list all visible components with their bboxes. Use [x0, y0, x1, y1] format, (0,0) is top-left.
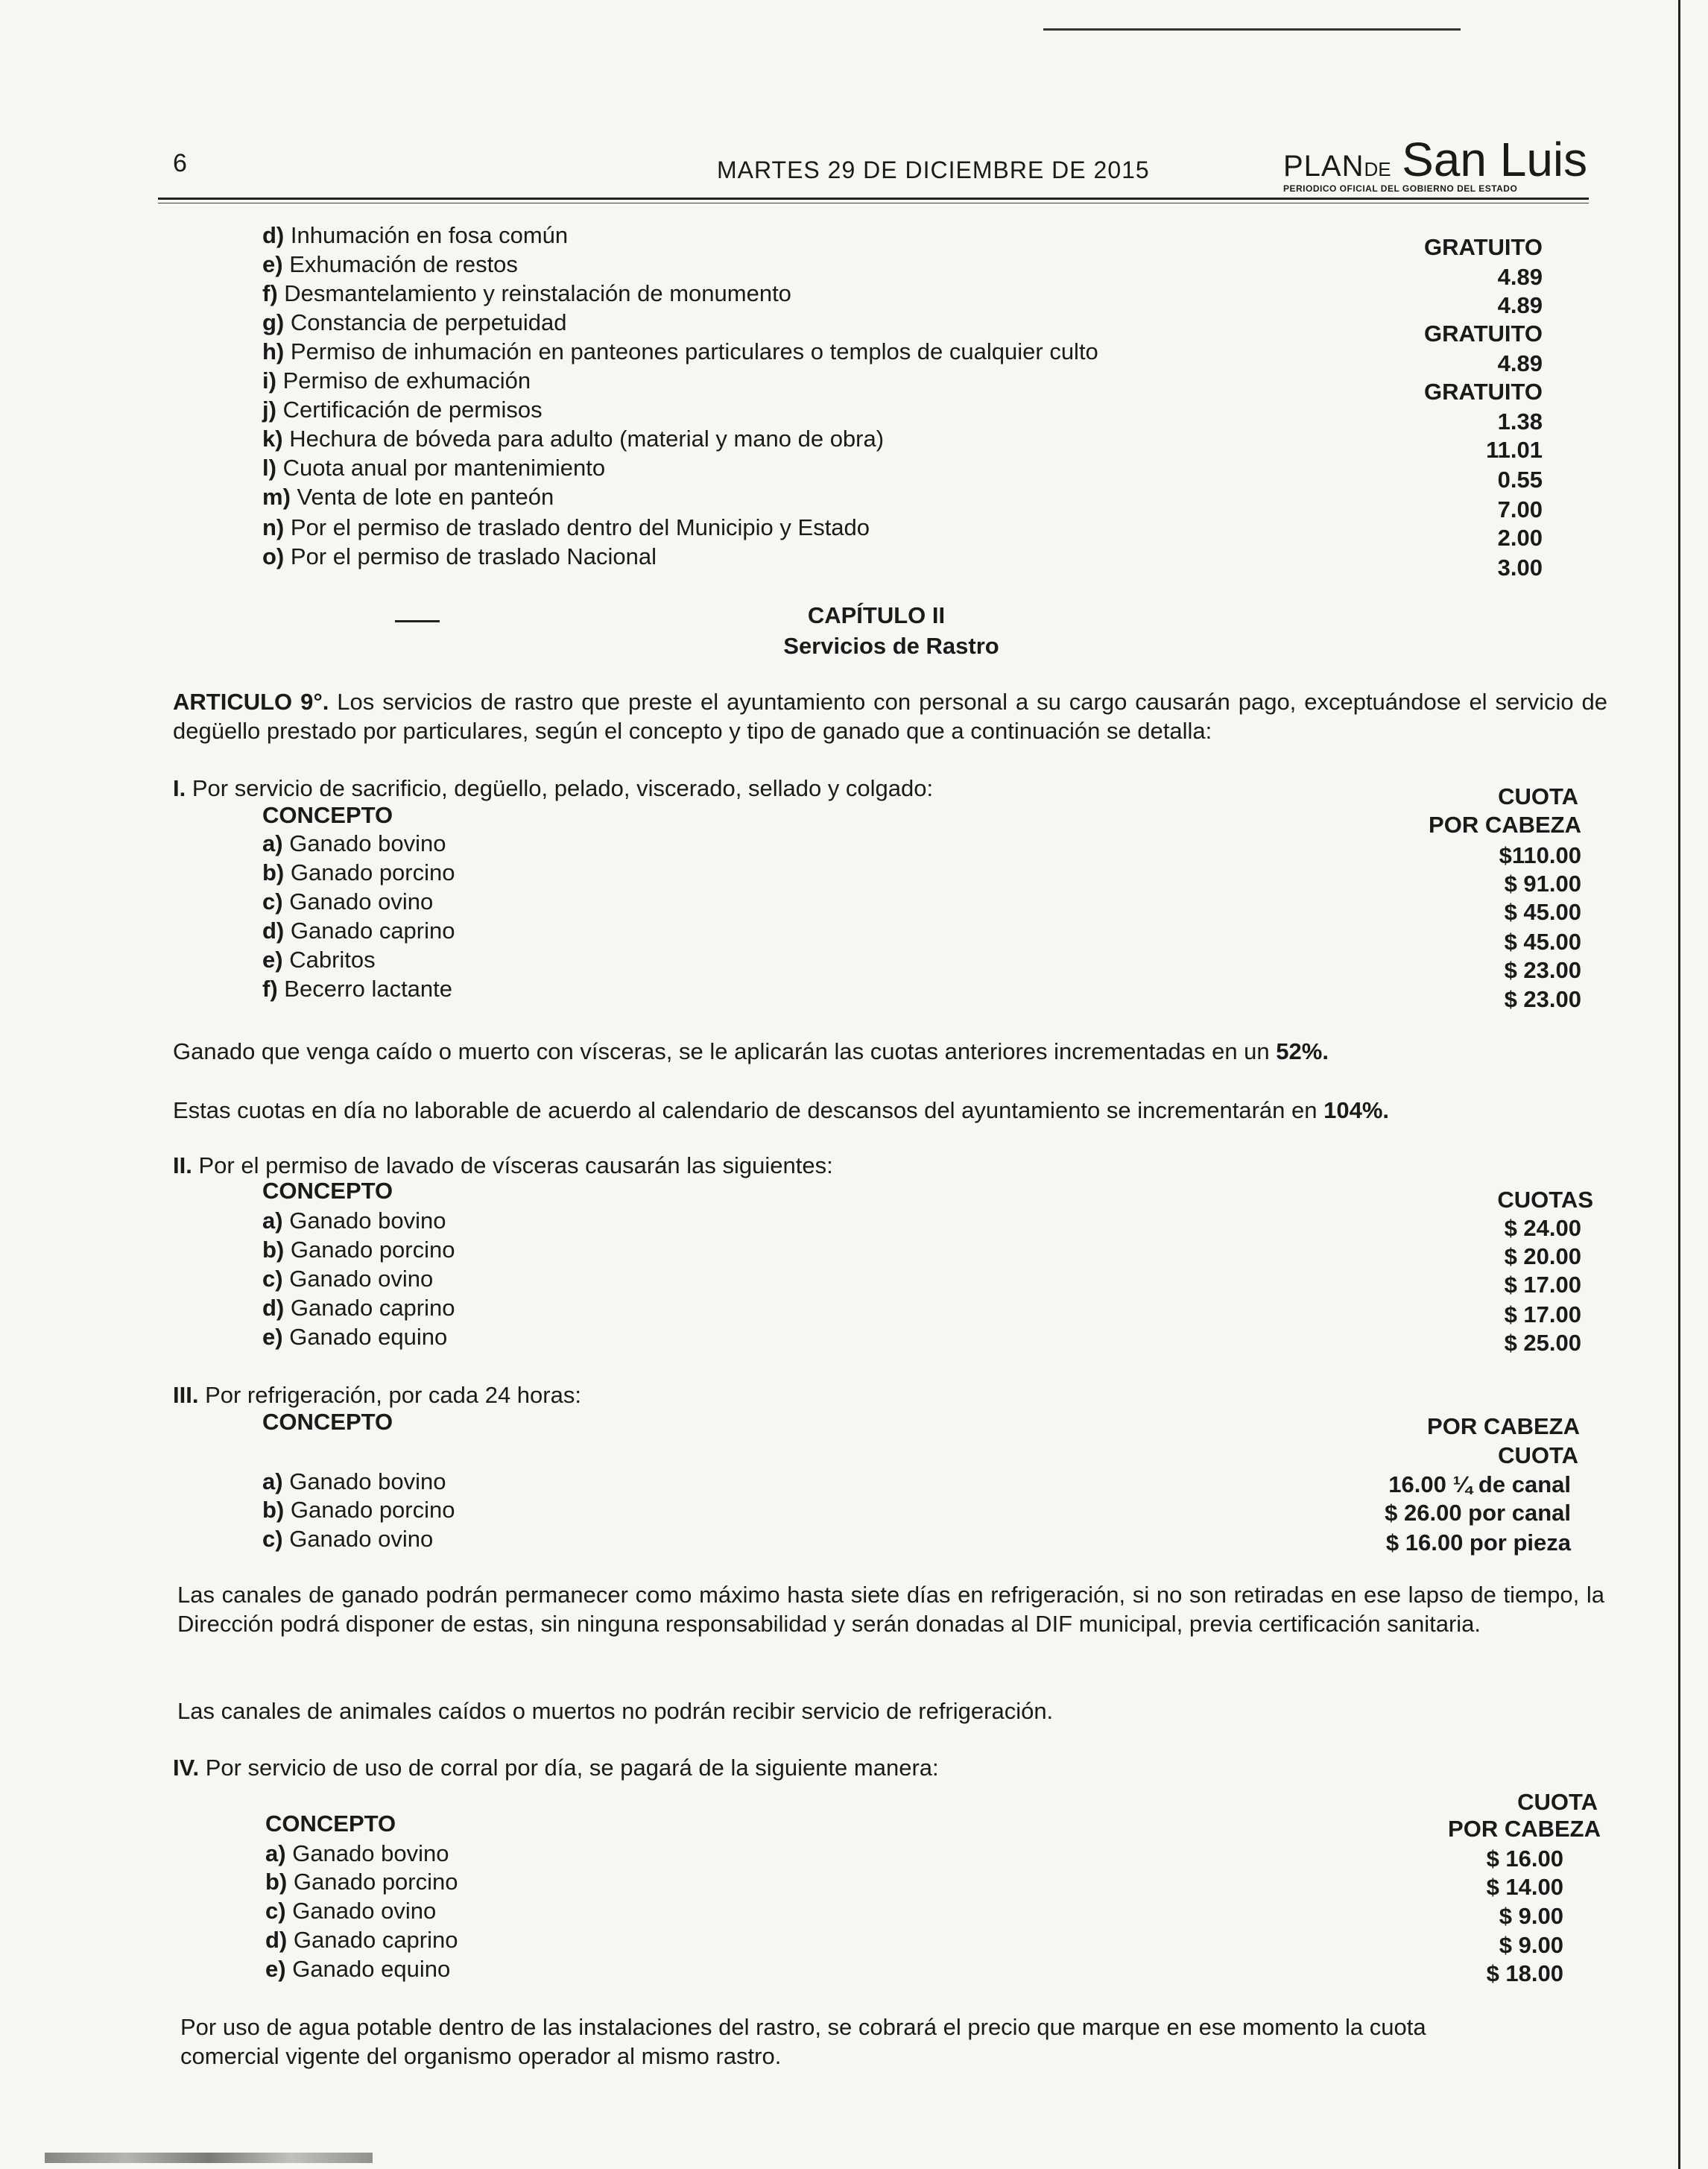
value-header-cuotas: CUOTAS: [1497, 1187, 1593, 1213]
item-value: 4.89: [1497, 264, 1543, 290]
list-item: [262, 919, 455, 942]
list-item: [265, 1899, 436, 1922]
section-intro-text: Por el permiso de lavado de vísceras causarán las siguientes:: [198, 1152, 833, 1178]
refrigeration-note: Las canales de animales caídos o muertos no podrán recibir servicio de refrigeración.: [177, 1698, 1054, 1724]
list-item: [262, 1325, 447, 1348]
list-item: [262, 1470, 446, 1493]
item-value: 2.00: [1497, 525, 1543, 551]
masthead-logo: [1283, 133, 1588, 186]
item-text: Ganado caprino: [290, 918, 455, 944]
list-item: [262, 1296, 455, 1319]
note-percent: 52%.: [1276, 1038, 1329, 1064]
list-item: [265, 1842, 449, 1865]
item-text: Ganado bovino: [289, 830, 446, 856]
list-item: [262, 948, 376, 971]
item-text: Ganado caprino: [290, 1295, 455, 1321]
item-text: Ganado bovino: [289, 1207, 446, 1234]
section-intro-text: Por refrigeración, por cada 24 horas:: [205, 1382, 581, 1408]
item-value: GRATUITO: [1423, 234, 1543, 260]
item-letter: o): [262, 543, 285, 569]
item-value: 4.89: [1497, 350, 1543, 376]
chapter-subtitle: Servicios de Rastro: [783, 633, 999, 659]
concept-header: CONCEPTO: [262, 1409, 393, 1435]
item-letter: f): [262, 280, 278, 306]
item-letter: g): [262, 309, 285, 335]
item-value: GRATUITO: [1423, 321, 1543, 347]
item-value: $ 9.00: [1499, 1903, 1563, 1929]
item-text: Ganado porcino: [290, 1497, 455, 1523]
item-value: $ 16.00 por pieza: [1385, 1529, 1571, 1556]
item-value: $ 25.00: [1504, 1330, 1581, 1356]
item-letter: c): [262, 1266, 283, 1292]
section-numeral: I.: [173, 775, 186, 801]
item-letter: d): [262, 222, 285, 248]
item-text: Hechura de bóveda para adulto (material y mano de obra): [289, 426, 885, 452]
masthead-subtitle: PERIODICO OFICIAL DEL GOBIERNO DEL ESTADO: [1283, 183, 1518, 194]
item-value: $ 17.00: [1504, 1272, 1581, 1298]
list-item: [262, 861, 455, 884]
item-value: GRATUITO: [1423, 379, 1543, 405]
list-item: [265, 1928, 458, 1951]
list-item: [265, 1957, 450, 1980]
item-letter: m): [262, 484, 291, 510]
list-item: [262, 398, 543, 421]
item-text: Ganado ovino: [289, 1266, 434, 1292]
concept-header: CONCEPTO: [262, 1178, 393, 1204]
list-item: [262, 282, 791, 305]
item-letter: l): [262, 455, 276, 481]
item-text: Ganado bovino: [289, 1468, 446, 1494]
section-intro-text: Por servicio de sacrificio, degüello, pelado, viscerado, sellado y colgado:: [192, 775, 934, 801]
item-letter: i): [262, 367, 276, 394]
item-letter: h): [262, 338, 285, 364]
item-text: Permiso de exhumación: [282, 367, 531, 394]
item-text: Becerro lactante: [284, 976, 453, 1002]
page-edge-line: [1678, 0, 1680, 2169]
list-item: [262, 224, 568, 247]
note-text: Ganado que venga caído o muerto con vísceras, se le aplicarán las cuotas anteriores incrementadas en un: [173, 1038, 1270, 1064]
item-text: Por el permiso de traslado Nacional: [290, 543, 657, 569]
item-text: Cuota anual por mantenimiento: [282, 455, 606, 481]
section3-intro: [173, 1383, 581, 1406]
masthead-de: DE: [1364, 158, 1391, 180]
decorative-dash: [395, 620, 440, 622]
item-letter: j): [262, 397, 276, 423]
item-text: Ganado porcino: [290, 1237, 455, 1263]
list-item: [262, 1209, 446, 1232]
item-value: 3.00: [1497, 555, 1543, 581]
section-numeral: II.: [173, 1152, 192, 1178]
item-text: Ganado porcino: [293, 1869, 458, 1895]
item-letter: e): [262, 947, 283, 973]
item-value: 7.00: [1497, 496, 1543, 522]
list-item: [262, 485, 554, 508]
list-item: [262, 369, 531, 392]
article-text: Los servicios de rastro que preste el ayuntamiento con personal a su cargo causarán pago, exceptuándose el servicio de degüello prestado por particulares, según el concepto y tipo de ganado que a continuación se detalla:: [173, 689, 1607, 744]
publication-date: MARTES 29 DE DICIEMBRE DE 2015: [717, 157, 1150, 183]
chapter-title: CAPÍTULO II: [807, 602, 946, 628]
item-value: $ 91.00: [1504, 871, 1581, 897]
article-label: ARTICULO 9°.: [173, 689, 329, 715]
item-value: $110.00: [1499, 842, 1581, 868]
list-item: [262, 1238, 455, 1261]
item-text: Ganado equino: [289, 1324, 448, 1350]
list-item: [262, 516, 870, 539]
item-letter: a): [262, 1468, 283, 1494]
list-item: [262, 427, 884, 450]
section-numeral: III.: [173, 1382, 199, 1408]
item-text: Ganado ovino: [289, 888, 434, 915]
item-text: Ganado porcino: [290, 859, 455, 885]
list-item: [262, 545, 657, 568]
item-letter: d): [262, 1295, 285, 1321]
item-text: Desmantelamiento y reinstalación de monumento: [284, 280, 791, 306]
item-value: 4.89: [1497, 292, 1543, 318]
item-letter: f): [262, 976, 278, 1002]
item-letter: e): [262, 1324, 283, 1350]
list-item: [262, 311, 566, 334]
value-header-cuota: CUOTA: [1498, 1442, 1578, 1468]
item-value: $ 26.00 por canal: [1385, 1500, 1571, 1526]
item-letter: b): [262, 859, 285, 885]
item-value: $ 23.00: [1504, 986, 1581, 1012]
item-letter: c): [262, 888, 283, 915]
item-value: $ 14.00: [1486, 1874, 1563, 1900]
item-text: Por el permiso de traslado dentro del Municipio y Estado: [290, 514, 870, 540]
section1-note-incremento: [173, 1040, 1329, 1063]
masthead-plan: PLAN: [1283, 150, 1364, 183]
item-value: $ 23.00: [1504, 957, 1581, 983]
scan-edge-artifact: [45, 2153, 373, 2163]
item-value: $ 18.00: [1486, 1960, 1563, 1986]
list-item: [262, 1527, 433, 1550]
item-value: 0.55: [1497, 467, 1543, 493]
item-letter: b): [262, 1237, 285, 1263]
list-item: [262, 1498, 455, 1521]
item-letter: a): [262, 830, 283, 856]
item-value: $ 45.00: [1504, 899, 1581, 925]
list-item: [262, 456, 605, 479]
item-value: 16.00 ¼ de canal: [1388, 1471, 1571, 1497]
item-letter: a): [265, 1840, 286, 1866]
section4-intro: [173, 1756, 939, 1779]
item-letter: c): [265, 1898, 286, 1924]
list-item: [262, 1267, 433, 1290]
refrigeration-paragraph: Las canales de ganado podrán permanecer como máximo hasta siete días en refrigeración, si no son retiradas en ese lapso de tiempo, la Dirección podrá disponer de estas, sin ninguna responsabilidad y serán donadas al DIF municipal, previa certificación sanitaria.: [177, 1582, 1604, 1637]
section-intro-text: Por servicio de uso de corral por día, se pagará de la siguiente manera:: [205, 1755, 939, 1781]
page-number: 6: [173, 149, 187, 177]
item-letter: a): [262, 1207, 283, 1234]
section1-note-dia-no-laborable: [173, 1099, 1389, 1122]
item-text: Exhumación de restos: [289, 251, 518, 277]
item-letter: d): [262, 918, 285, 944]
value-header-cuota: CUOTA: [1517, 1789, 1598, 1815]
note-text: Estas cuotas en día no laborable de acuerdo al calendario de descansos del ayuntamiento se incrementarán en: [173, 1097, 1318, 1123]
item-letter: e): [262, 251, 283, 277]
section2-intro: [173, 1154, 833, 1177]
item-text: Ganado caprino: [293, 1927, 458, 1953]
item-value: 1.38: [1497, 408, 1543, 435]
list-item: [265, 1870, 458, 1893]
list-item: [262, 977, 452, 1000]
section-numeral: IV.: [173, 1755, 200, 1781]
concept-header: CONCEPTO: [265, 1810, 396, 1837]
item-value: $ 16.00: [1486, 1846, 1563, 1872]
value-header-por-cabeza: POR CABEZA: [1427, 1413, 1580, 1439]
list-item: [262, 890, 433, 913]
item-text: Ganado bovino: [292, 1840, 449, 1866]
item-text: Permiso de inhumación en panteones particulares o templos de cualquier culto: [290, 338, 1098, 364]
value-header-cuota: CUOTA: [1498, 783, 1578, 809]
item-text: Ganado ovino: [292, 1898, 437, 1924]
top-border-line: [1043, 28, 1461, 31]
item-text: Ganado ovino: [289, 1526, 434, 1552]
item-letter: b): [265, 1869, 288, 1895]
item-text: Ganado equino: [292, 1956, 451, 1982]
item-value: $ 17.00: [1504, 1301, 1581, 1327]
section1-intro: [173, 777, 933, 800]
list-item: [262, 340, 1098, 363]
water-usage-paragraph: Por uso de agua potable dentro de las instalaciones del rastro, se cobrará el precio que marque en ese momento la cuota comercial vigente del organismo operador al mismo rastro.: [180, 2014, 1426, 2069]
item-letter: c): [262, 1526, 283, 1552]
item-text: Inhumación en fosa común: [290, 222, 569, 248]
item-letter: e): [265, 1956, 286, 1982]
value-header-por-cabeza: POR CABEZA: [1429, 812, 1581, 838]
item-value: $ 9.00: [1499, 1932, 1563, 1958]
item-text: Venta de lote en panteón: [297, 484, 554, 510]
list-item: [262, 832, 446, 855]
item-value: $ 24.00: [1504, 1215, 1581, 1241]
item-text: Certificación de permisos: [282, 397, 543, 423]
item-value: $ 20.00: [1504, 1243, 1581, 1269]
note-percent: 104%.: [1323, 1097, 1390, 1123]
masthead-name: San Luis: [1402, 133, 1588, 186]
item-value: $ 45.00: [1504, 929, 1581, 955]
value-header-por-cabeza: POR CABEZA: [1448, 1816, 1601, 1842]
list-item: [262, 253, 518, 276]
item-value: 11.01: [1486, 437, 1543, 463]
item-letter: b): [262, 1497, 285, 1523]
item-letter: n): [262, 514, 285, 540]
item-text: Cabritos: [289, 947, 376, 973]
header-rule: [158, 198, 1589, 200]
item-letter: k): [262, 426, 283, 452]
item-letter: d): [265, 1927, 288, 1953]
item-text: Constancia de perpetuidad: [290, 309, 567, 335]
concept-header: CONCEPTO: [262, 802, 393, 828]
article-9-paragraph: [173, 687, 1607, 745]
